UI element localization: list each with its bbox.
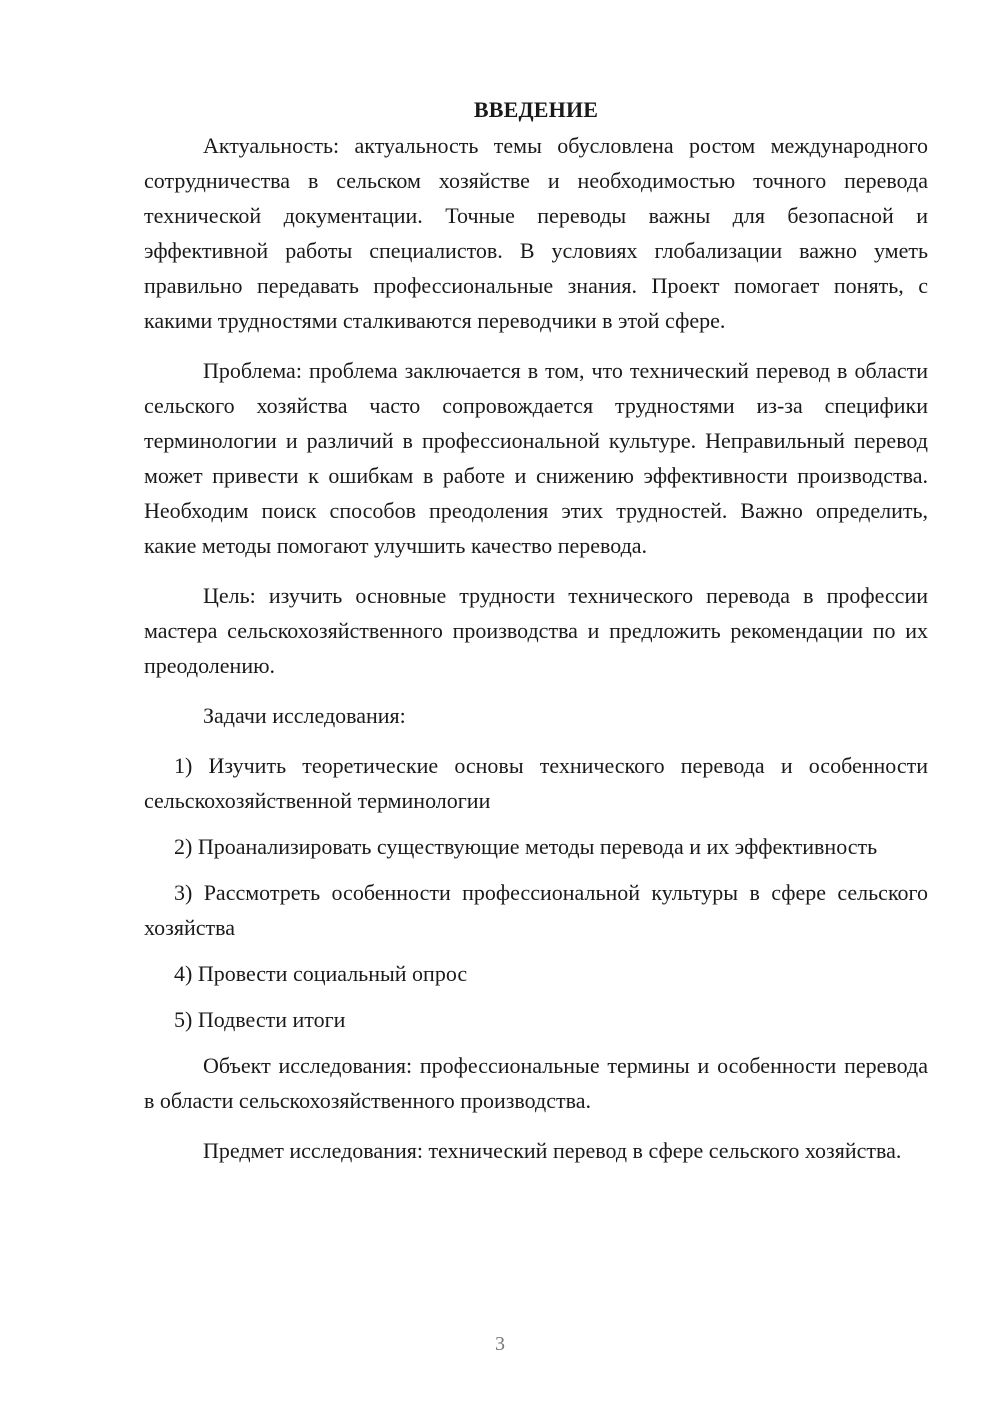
- task-item: 3) Рассмотреть особенности профессиональной культуры в сфере сельского хозяйства: [144, 880, 928, 940]
- task-item: 5) Подвести итоги: [174, 1007, 346, 1032]
- problem-paragraph: Проблема: проблема заключается в том, что технический перевод в области сельского хозяйства часто сопровождается трудностями из-за специфики терминологии и различий в профессиональной культуре. Неправильный перевод может привести к ошибкам в работе и снижению эффективности производства. Необходим поиск способов преодоления этих трудностей. Важно определить, какие методы помогают улучшить качество перевода.: [144, 358, 928, 558]
- subject-paragraph: Предмет исследования: технический перевод в сфере сельского хозяйства.: [203, 1138, 902, 1163]
- task-item: 4) Провести социальный опрос: [174, 961, 468, 986]
- goal-paragraph: Цель: изучить основные трудности технического перевода в профессии мастера сельскохозяйственного производства и предложить рекомендации по их преодолению.: [144, 583, 928, 678]
- task-item: 1) Изучить теоретические основы технического перевода и особенности сельскохозяйственной терминологии: [144, 753, 928, 813]
- object-paragraph: Объект исследования: профессиональные термины и особенности перевода в области сельскохозяйственного производства.: [144, 1053, 928, 1113]
- task-item: 2) Проанализировать существующие методы перевода и их эффективность: [174, 834, 878, 859]
- relevance-paragraph: Актуальность: актуальность темы обусловлена ростом международного сотрудничества в сельском хозяйстве и необходимостью точного перевода технической документации. Точные переводы важны для безопасной и эффективной работы специалистов. В условиях глобализации важно уметь правильно передавать профессиональные знания. Проект помогает понять, с какими трудностями сталкиваются переводчики в этой сфере.: [144, 133, 928, 333]
- page-number: 3: [495, 1333, 505, 1355]
- tasks-heading: Задачи исследования:: [203, 703, 406, 728]
- section-title: ВВЕДЕНИЕ: [473, 97, 599, 122]
- page-content: [144, 92, 928, 1183]
